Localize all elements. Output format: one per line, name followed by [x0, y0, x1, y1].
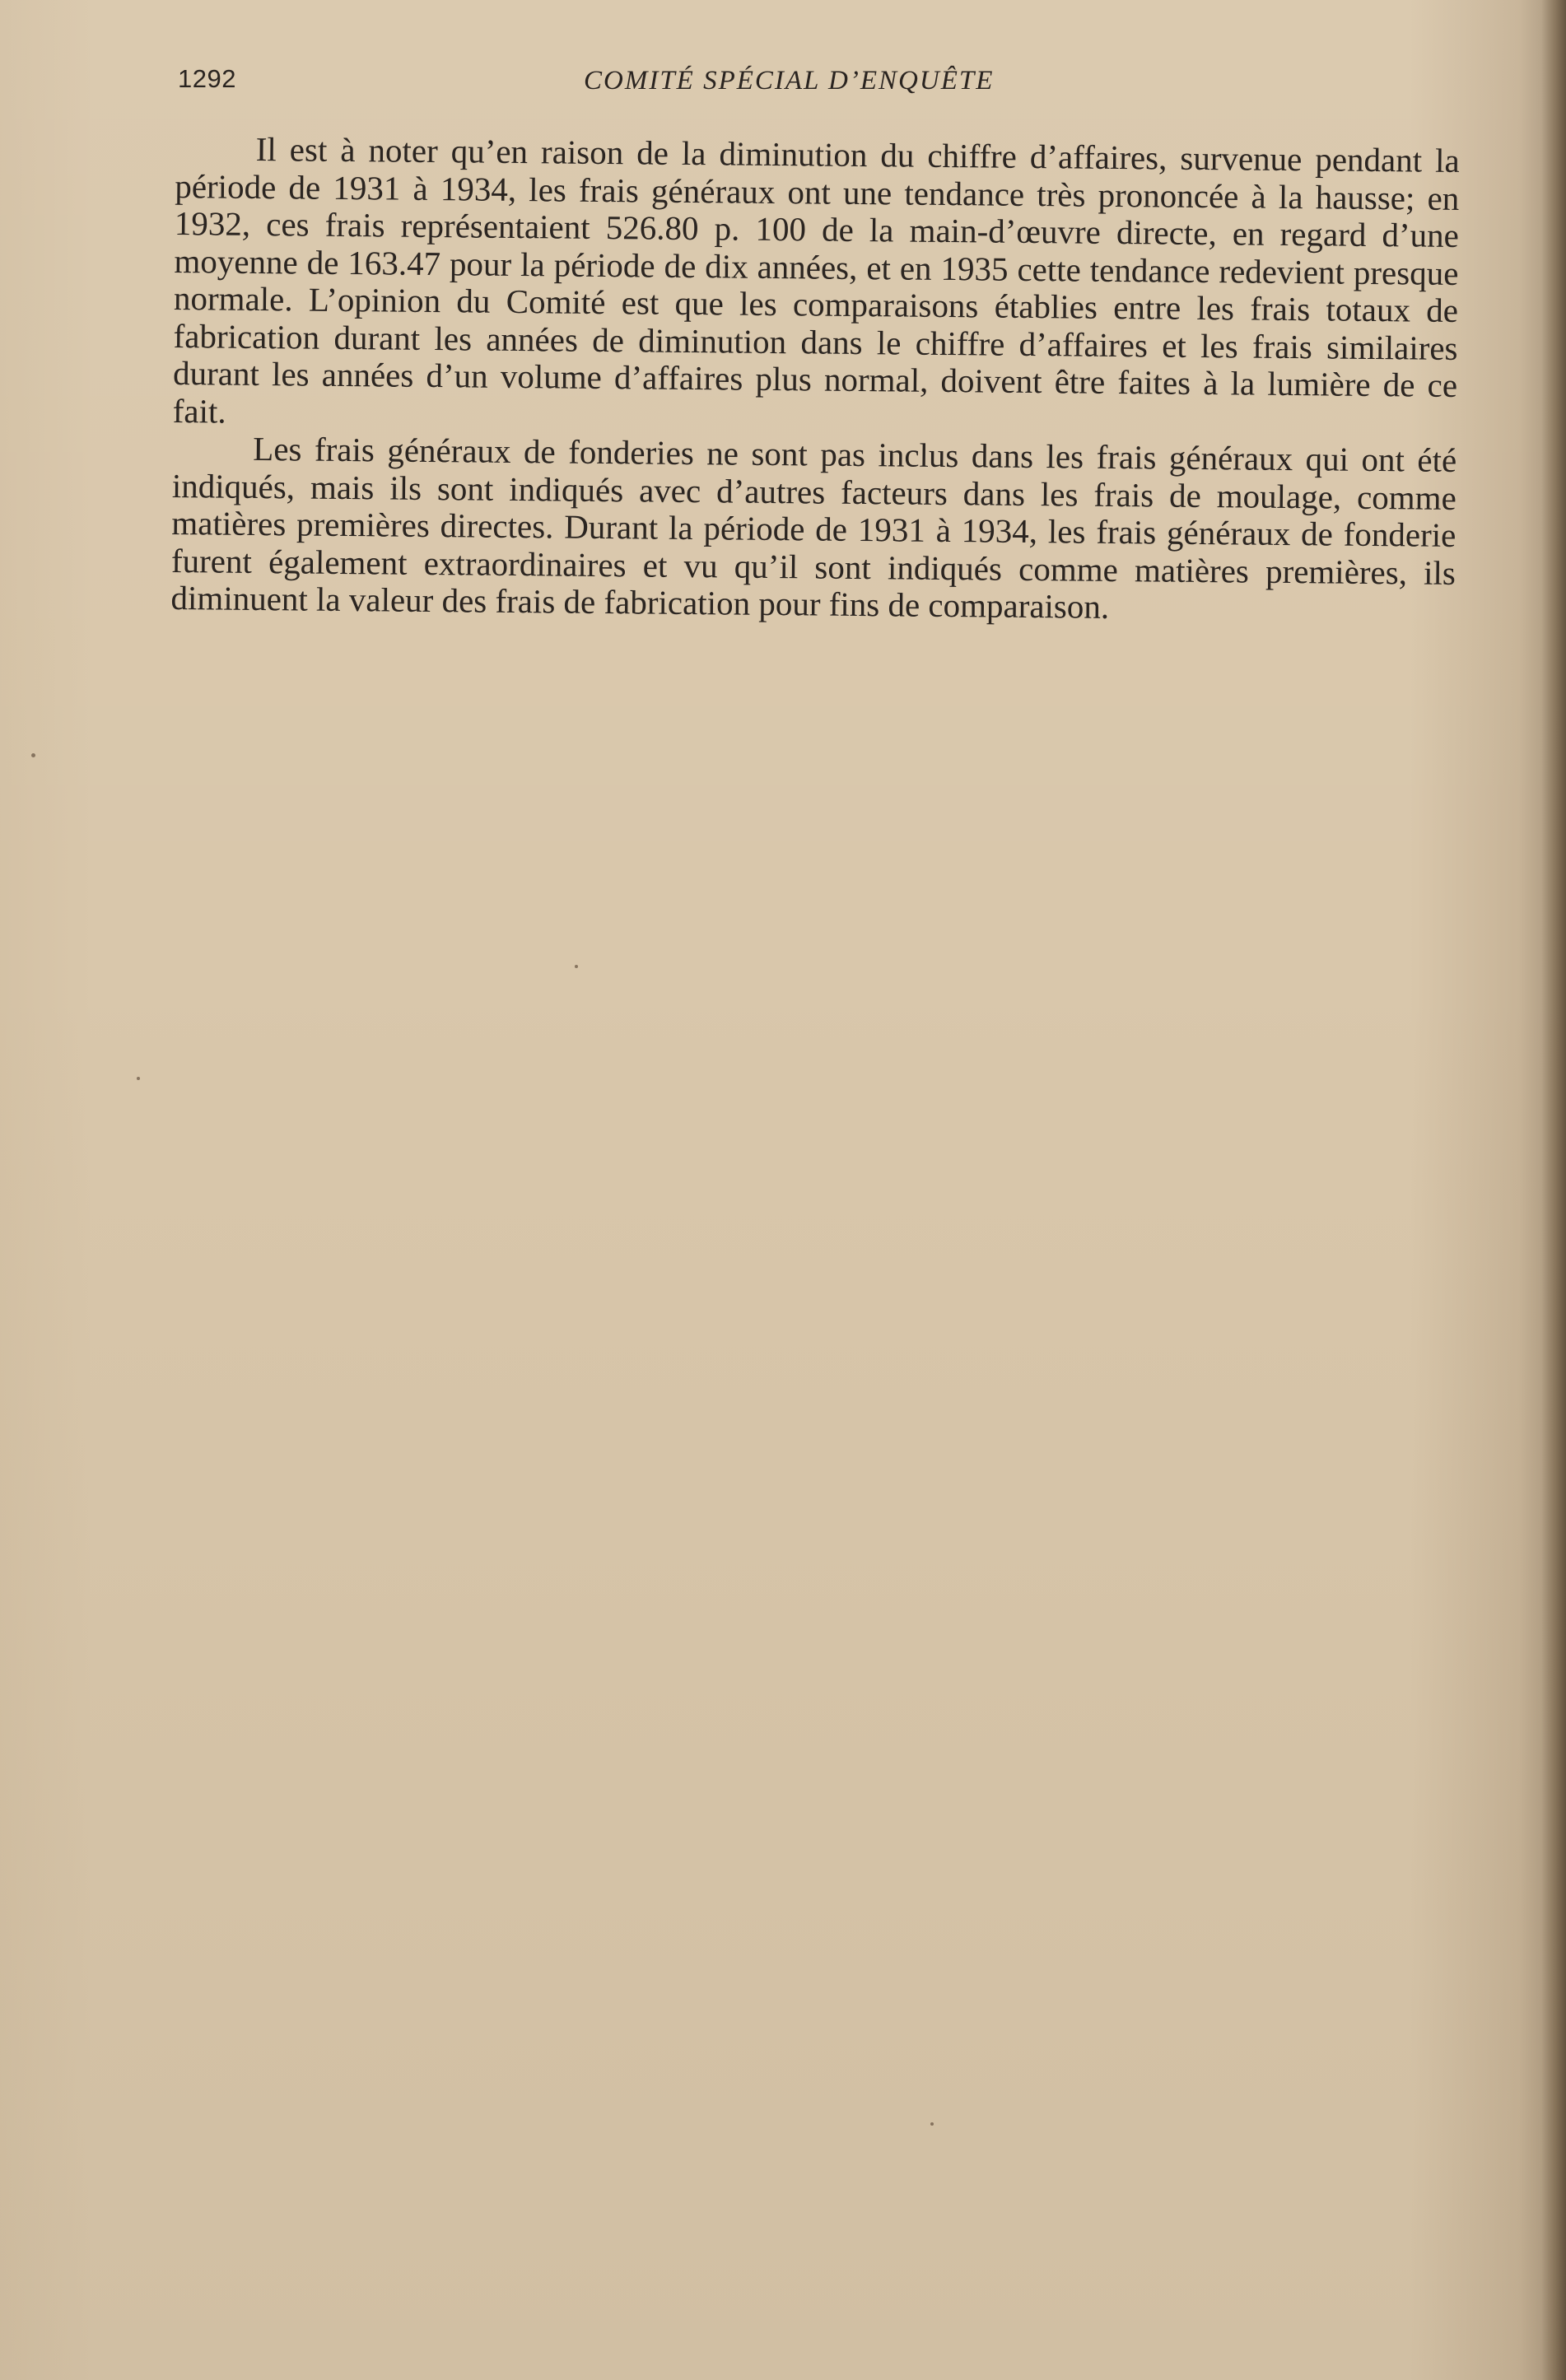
paper-speck — [930, 2122, 934, 2126]
page-number: 1292 — [178, 64, 236, 93]
body-text — [170, 130, 1460, 629]
paper-speck — [31, 753, 35, 757]
page-header — [178, 64, 1462, 105]
running-head: COMITÉ SPÉCIAL D’ENQUÊTE — [584, 66, 995, 95]
paragraph: Les frais généraux de fonderies ne sont pas inclus dans les frais généraux qui ont été indiqués, mais ils sont indiqués avec d’autres facteurs dans les frais de moulage, comme matières premières directes. Durant la période de 1931 à 1934, les frais généraux de fonderie furent également extraordinaires et vu qu’il sont indiqués comme matières premières, ils diminuent la valeur des frais de fabrication pour fins de comparaison. — [170, 429, 1457, 626]
paper-speck — [137, 1077, 140, 1080]
paragraph: Il est à noter qu’en raison de la diminution du chiffre d’affaires, survenue pendant la période de 1931 à 1934, les frais généraux ont une tendance très prononcée à la hausse; en 1932, ces frais représentaient 526.80 p. 100 de la main-d’œuvre directe, en regard d’une moyenne de 163.47 pour la période de dix années, et en 1935 cette tendance redevient presque normale. L’opinion du Comité est que les comparaisons établies entre les frais totaux de fabrication durant les années de diminution dans le chiffre d’affaires et les frais similaires durant les années d’un volume d’affaires plus normal, doivent être faites à la lumière de ce fait. — [172, 129, 1460, 431]
paper-speck — [575, 965, 578, 968]
page-edge-shadow — [1541, 0, 1566, 2380]
